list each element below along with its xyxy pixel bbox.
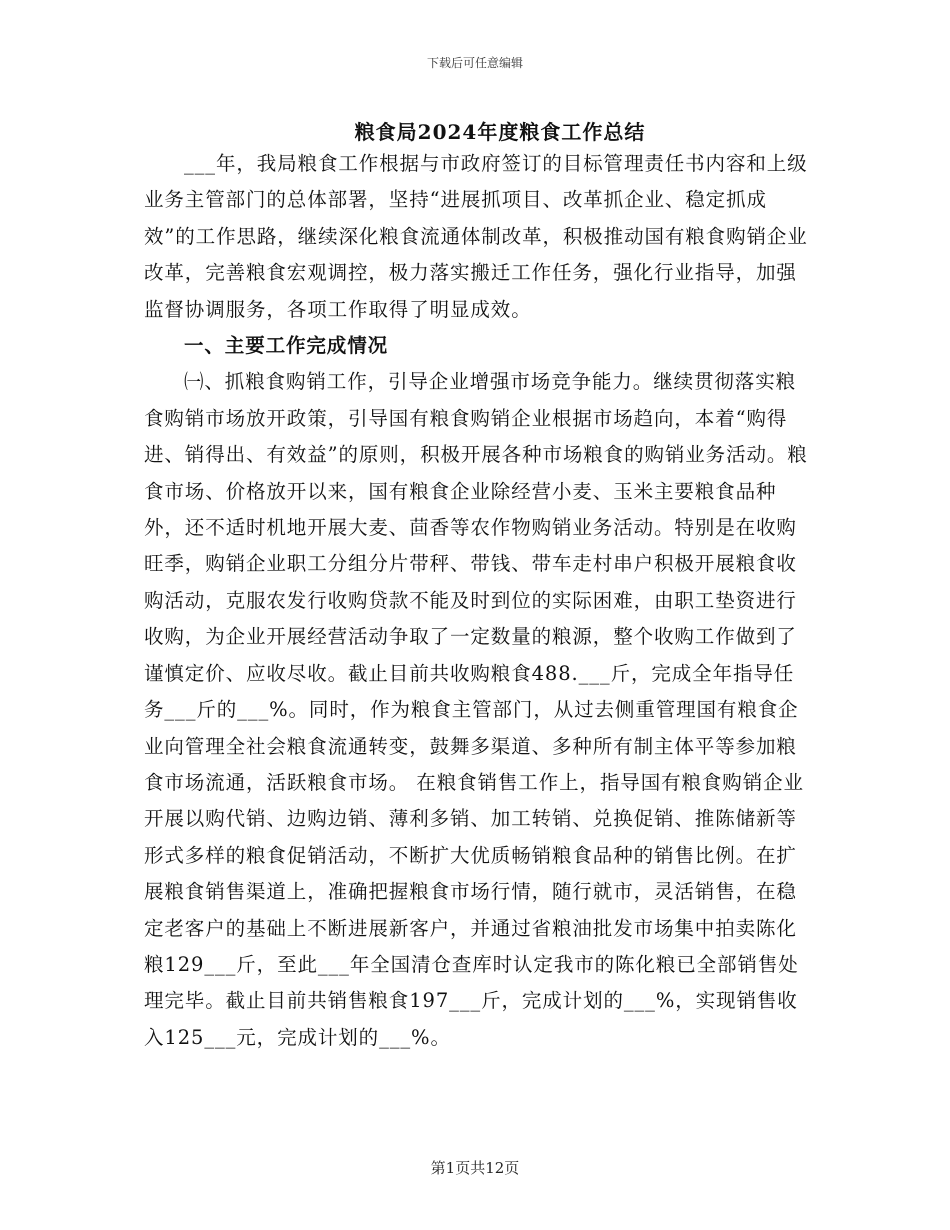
document-title: 粮食局2024年度粮食工作总结 <box>354 120 646 144</box>
header-note: 下载后可任意编辑 <box>426 56 523 70</box>
intro-paragraph: ___年，我局粮食工作根据与市政府签订的目标管理责任书内容和上级业务主管部门的总体部署，坚持“进展抓项目、改革抓企业、稳定抓成效”的工作思路，继续深化粮食流通体制改革，积极推动国有粮食购销企业改革，完善粮食宏观调控，极力落实搬迁工作任务，强化行业指导，加强监督协调服务，各项工作取得了明显成效。 <box>144 152 808 321</box>
page-footer: 第1页共12页 <box>430 1159 520 1177</box>
document-body <box>144 146 814 1056</box>
section-heading: 一、主要工作完成情况 <box>184 334 389 358</box>
section-paragraph: ㈠、抓粮食购销工作，引导企业增强市场竞争能力。继续贯彻落实粮食购销市场放开政策，引导国有粮食购销企业根据市场趋向，本着“购得进、销得出、有效益”的原则，积极开展各种市场粮食的购销业务活动。粮食市场、价格放开以来，国有粮食企业除经营小麦、玉米主要粮食品种外，还不适时机地开展大麦、茴香等农作物购销业务活动。特别是在收购旺季，购销企业职工分组分片带秤、带钱、带车走村串户积极开展粮食收购活动，克服农发行收购贷款不能及时到位的实际困难，由职工垫资进行收购，为企业开展经营活动争取了一定数量的粮源，整个收购工作做到了谨慎定价、应收尽收。截止目前共收购粮食488.___斤，完成全年指导任务___斤的___%。同时，作为粮食主管部门，从过去侧重管理国有粮食企业向管理全社会粮食流通转变，鼓舞多渠道、多种所有制主体平等参加粮食市场流通，活跃粮食市场。 在粮食销售工作上，指导国有粮食购销企业开展以购代销、边购边销、薄利多销、加工转销、兑换促销、推陈储新等形式多样的粮食促销活动，不断扩大优质畅销粮食品种的销售比例。在扩展粮食销售渠道上，准确把握粮食市场行情，随行就市，灵活销售，在稳定老客户的基础上不断进展新客户，并通过省粮油批发市场集中拍卖陈化粮129___斤，至此___年全国清仓查库时认定我市的陈化粮已全部销售处理完毕。截止目前共销售粮食197___斤，完成计划的___%，实现销售收入125___元，完成计划的___%。 <box>144 370 808 1049</box>
